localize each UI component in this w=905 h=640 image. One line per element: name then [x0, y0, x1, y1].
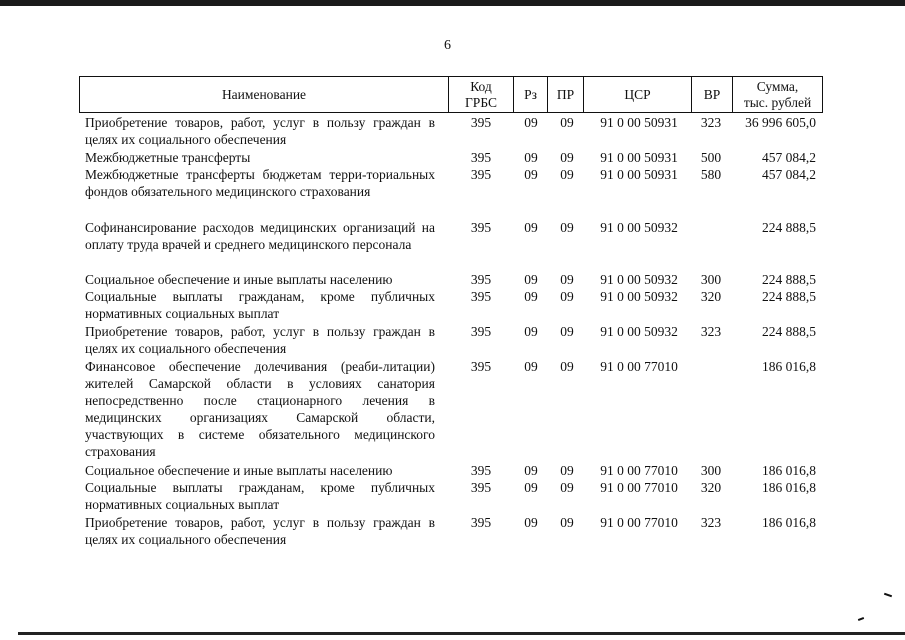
- row-sum: 186 016,8: [762, 463, 816, 478]
- row-csr: 91 0 00 50932: [600, 289, 678, 304]
- row-rz: 09: [524, 324, 538, 339]
- row-csr: 91 0 00 50932: [600, 324, 678, 339]
- row-name: Социальные выплаты гражданам, кроме публичных нормативных социальных выплат: [85, 480, 435, 512]
- scan-mark: [858, 617, 864, 621]
- header-csr: ЦСР: [624, 86, 651, 102]
- header-vr: ВР: [703, 86, 721, 102]
- row-grbs: 395: [470, 150, 492, 165]
- row-vr: 323: [700, 115, 722, 130]
- top-border-rule: [0, 0, 905, 6]
- header-sum-cell: [733, 77, 822, 112]
- row-grbs: 395: [470, 167, 492, 182]
- row-rz: 09: [524, 463, 538, 478]
- row-csr: 91 0 00 50931: [600, 150, 678, 165]
- header-vr-cell: [692, 77, 732, 112]
- row-grbs: 395: [470, 463, 492, 478]
- row-csr: 91 0 00 50931: [600, 115, 678, 130]
- row-sum: 224 888,5: [762, 220, 816, 235]
- row-grbs: 395: [470, 515, 492, 530]
- row-rz: 09: [524, 515, 538, 530]
- row-rz: 09: [524, 150, 538, 165]
- row-vr: 300: [700, 272, 722, 287]
- row-pr: 09: [560, 150, 574, 165]
- row-grbs: 395: [470, 289, 492, 304]
- row-name: Межбюджетные трансферты бюджетам терри-ториальных фондов обязательного медицинского страхования: [85, 167, 435, 199]
- row-pr: 09: [560, 359, 574, 374]
- row-sum: 186 016,8: [762, 480, 816, 495]
- row-sum: 224 888,5: [762, 272, 816, 287]
- row-rz: 09: [524, 480, 538, 495]
- row-csr: 91 0 00 77010: [600, 480, 678, 495]
- row-sum: 224 888,5: [762, 289, 816, 304]
- header-rz: Рз: [524, 86, 537, 102]
- row-pr: 09: [560, 324, 574, 339]
- row-sum: 36 996 605,0: [745, 115, 816, 130]
- header-grbs-cell: [449, 77, 513, 112]
- header-sum-line2: тыс. рублей: [743, 94, 812, 110]
- row-vr: 323: [700, 324, 722, 339]
- row-rz: 09: [524, 359, 538, 374]
- row-pr: 09: [560, 272, 574, 287]
- row-vr: 300: [700, 463, 722, 478]
- header-rz-cell: [514, 77, 547, 112]
- header-name-cell: [80, 77, 448, 112]
- row-pr: 09: [560, 463, 574, 478]
- row-name: Приобретение товаров, работ, услуг в пользу граждан в целях их социального обеспечения: [85, 515, 435, 547]
- row-name: Социальное обеспечение и иные выплаты населению: [85, 463, 393, 478]
- page-number: 6: [444, 38, 451, 53]
- row-name: Софинансирование расходов медицинских организаций на оплату труда врачей и среднего медицинского персонала: [85, 220, 435, 252]
- header-name: Наименование: [221, 86, 307, 102]
- row-pr: 09: [560, 167, 574, 182]
- row-rz: 09: [524, 289, 538, 304]
- row-name: Социальное обеспечение и иные выплаты населению: [85, 272, 393, 287]
- header-pr-cell: [548, 77, 583, 112]
- row-csr: 91 0 00 50932: [600, 272, 678, 287]
- row-name: Приобретение товаров, работ, услуг в пользу граждан в целях их социального обеспечения: [85, 324, 435, 356]
- row-pr: 09: [560, 289, 574, 304]
- header-grbs-line2: ГРБС: [465, 94, 497, 110]
- row-pr: 09: [560, 480, 574, 495]
- row-sum: 224 888,5: [762, 324, 816, 339]
- header-csr-cell: [584, 77, 691, 112]
- row-name: Финансовое обеспечение долечивания (реаби-литации) жителей Самарской области в условиях санатория непосредственно после стационарного лечения в медицинских организациях Самарской области, участвующих в системе обязательного медицинского страхования: [85, 359, 435, 459]
- row-vr: 320: [700, 480, 722, 495]
- row-csr: 91 0 00 50931: [600, 167, 678, 182]
- row-grbs: 395: [470, 359, 492, 374]
- row-vr: 320: [700, 289, 722, 304]
- row-name: Социальные выплаты гражданам, кроме публичных нормативных социальных выплат: [85, 289, 435, 321]
- row-rz: 09: [524, 115, 538, 130]
- row-grbs: 395: [470, 324, 492, 339]
- row-vr: 580: [700, 167, 722, 182]
- row-csr: 91 0 00 77010: [600, 463, 678, 478]
- row-sum: 457 084,2: [762, 167, 816, 182]
- row-pr: 09: [560, 115, 574, 130]
- row-rz: 09: [524, 167, 538, 182]
- row-sum: 457 084,2: [762, 150, 816, 165]
- row-sum: 186 016,8: [762, 515, 816, 530]
- row-rz: 09: [524, 272, 538, 287]
- row-vr: 323: [700, 515, 722, 530]
- header-sum-line1: Сумма,: [756, 78, 799, 94]
- row-pr: 09: [560, 220, 574, 235]
- row-csr: 91 0 00 77010: [600, 359, 678, 374]
- row-rz: 09: [524, 220, 538, 235]
- row-csr: 91 0 00 50932: [600, 220, 678, 235]
- table-header: [79, 76, 823, 113]
- scan-mark: [884, 593, 892, 598]
- row-csr: 91 0 00 77010: [600, 515, 678, 530]
- row-vr: 500: [700, 150, 722, 165]
- row-pr: 09: [560, 515, 574, 530]
- header-grbs-line1: Код: [470, 78, 492, 94]
- header-pr: ПР: [556, 86, 575, 102]
- row-name: Межбюджетные трансферты: [85, 150, 251, 165]
- row-sum: 186 016,8: [762, 359, 816, 374]
- row-grbs: 395: [470, 272, 492, 287]
- row-grbs: 395: [470, 480, 492, 495]
- row-name: Приобретение товаров, работ, услуг в пользу граждан в целях их социального обеспечения: [85, 115, 435, 147]
- bottom-border-rule: [18, 632, 905, 635]
- row-grbs: 395: [470, 115, 492, 130]
- row-grbs: 395: [470, 220, 492, 235]
